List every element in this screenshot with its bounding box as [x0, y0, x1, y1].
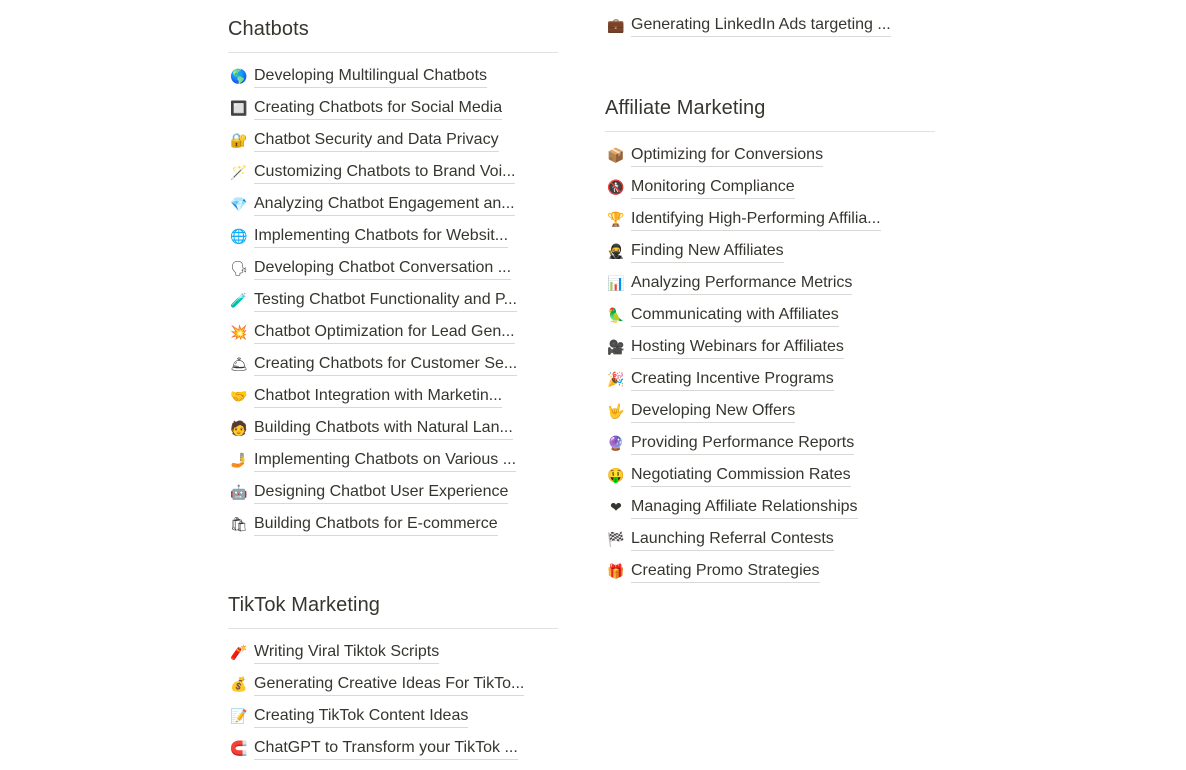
page-link-item[interactable] — [228, 381, 558, 413]
page-link-label[interactable]: Developing Multilingual Chatbots — [254, 66, 487, 88]
section-tiktok-marketing — [228, 590, 558, 765]
page-link-label[interactable]: Creating TikTok Content Ideas — [254, 706, 468, 728]
page-link-label[interactable]: Negotiating Commission Rates — [631, 465, 851, 487]
section-title-affiliate: Affiliate Marketing — [605, 97, 766, 119]
parrot-icon: 🦜 — [607, 308, 625, 324]
page-link-item[interactable] — [605, 492, 935, 524]
love-you-hand-icon: 🤟 — [607, 404, 625, 420]
page-link-label[interactable]: Optimizing for Conversions — [631, 145, 823, 167]
party-popper-icon: 🎉 — [607, 372, 625, 388]
page-link-item[interactable] — [605, 10, 935, 42]
page-link-item[interactable] — [228, 189, 558, 221]
collision-icon: 💥 — [230, 325, 248, 341]
page-link-label[interactable]: Launching Referral Contests — [631, 529, 834, 551]
trophy-icon: 🏆 — [607, 212, 625, 228]
section-title-tiktok: TikTok Marketing — [228, 594, 381, 616]
chatbots-link-list — [228, 61, 558, 541]
speaking-head-icon: 🗣 — [230, 261, 248, 277]
page-link-label[interactable]: Creating Chatbots for Social Media — [254, 98, 502, 120]
section-divider — [228, 52, 558, 53]
page-link-item[interactable] — [228, 413, 558, 445]
package-icon: 📦 — [607, 148, 625, 164]
gift-icon: 🎁 — [607, 564, 625, 580]
page-link-label[interactable]: Building Chatbots for E-commerce — [254, 514, 498, 536]
metrics-icon: 📊 — [607, 276, 625, 292]
page-link-item[interactable] — [605, 428, 935, 460]
page-link-label[interactable]: Analyzing Performance Metrics — [631, 273, 852, 295]
page-link-item[interactable] — [605, 396, 935, 428]
page-link-item[interactable] — [228, 669, 558, 701]
page-link-label[interactable]: Chatbot Security and Data Privacy — [254, 130, 499, 152]
page-link-item[interactable] — [605, 556, 935, 588]
page-link-label[interactable]: Generating Creative Ideas For TikTo... — [254, 674, 524, 696]
page-link-item[interactable] — [228, 125, 558, 157]
shopping-bags-icon: 🛍 — [230, 517, 248, 533]
page-link-label[interactable]: Writing Viral Tiktok Scripts — [254, 642, 439, 664]
page-link-item[interactable] — [605, 524, 935, 556]
page-link-item[interactable] — [228, 317, 558, 349]
page-link-label[interactable]: Generating LinkedIn Ads targeting ... — [631, 15, 891, 37]
page-link-item[interactable] — [228, 477, 558, 509]
test-tube-icon: 🧪 — [230, 293, 248, 309]
section-title-chatbots: Chatbots — [228, 18, 309, 40]
money-mouth-face-icon: 🤑 — [607, 468, 625, 484]
gem-icon: 💎 — [230, 197, 248, 213]
page-link-item[interactable] — [228, 93, 558, 125]
lock-key-icon: 🔐 — [230, 133, 248, 149]
section-chatbots — [228, 14, 558, 541]
money-bag-icon: 💰 — [230, 677, 248, 693]
firecracker-icon: 🧨 — [230, 645, 248, 661]
selfie-phone-icon: 🤳 — [230, 453, 248, 469]
section-divider — [228, 628, 558, 629]
page-link-item[interactable] — [228, 157, 558, 189]
page-link-label[interactable]: Testing Chatbot Functionality and P... — [254, 290, 517, 312]
page-link-item[interactable] — [605, 460, 935, 492]
page-link-label[interactable]: Finding New Affiliates — [631, 241, 784, 263]
page-link-label[interactable]: Monitoring Compliance — [631, 177, 795, 199]
globe-meridians-icon: 🌐 — [230, 229, 248, 245]
movie-camera-icon: 🎥 — [607, 340, 625, 356]
handshake-icon: 🤝 — [230, 389, 248, 405]
page-link-item[interactable] — [605, 332, 935, 364]
section-linkedin-continued — [605, 10, 935, 42]
page-link-item[interactable] — [228, 349, 558, 381]
page-link-label[interactable]: Managing Affiliate Relationships — [631, 497, 858, 519]
page-link-item[interactable] — [228, 253, 558, 285]
ninja-icon: 🥷 — [607, 244, 625, 260]
robot-icon: 🤖 — [230, 485, 248, 501]
page-link-item[interactable] — [605, 300, 935, 332]
section-affiliate-marketing — [605, 93, 935, 588]
page-link-label[interactable]: Creating Incentive Programs — [631, 369, 834, 391]
page-link-label[interactable]: Chatbot Optimization for Lead Gen... — [254, 322, 515, 344]
page-link-label[interactable]: Creating Chatbots for Customer Se... — [254, 354, 517, 376]
page-link-item[interactable] — [228, 445, 558, 477]
page-link-label[interactable]: Hosting Webinars for Affiliates — [631, 337, 844, 359]
tiktok-link-list — [228, 637, 558, 765]
page-link-label[interactable]: Identifying High-Performing Affilia... — [631, 209, 881, 231]
page-link-item[interactable] — [605, 364, 935, 396]
section-divider — [605, 131, 935, 132]
magic-wand-icon: 🪄 — [230, 165, 248, 181]
page-link-label[interactable]: Customizing Chatbots to Brand Voi... — [254, 162, 515, 184]
page-link-item[interactable] — [605, 172, 935, 204]
page-link-item[interactable] — [228, 61, 558, 93]
page-link-item[interactable] — [605, 268, 935, 300]
page-link-label[interactable]: Building Chatbots with Natural Lan... — [254, 418, 513, 440]
page-link-label[interactable]: Providing Performance Reports — [631, 433, 854, 455]
crystal-ball-icon: 🔮 — [607, 436, 625, 452]
magnet-icon: 🧲 — [230, 741, 248, 757]
page-link-item[interactable] — [228, 733, 558, 765]
affiliate-link-list — [605, 140, 935, 588]
page-link-label[interactable]: Creating Promo Strategies — [631, 561, 820, 583]
page-link-item[interactable] — [605, 236, 935, 268]
social-frame-icon: 🔲 — [230, 101, 248, 117]
page-link-item[interactable] — [605, 140, 935, 172]
page-link-label[interactable]: Analyzing Chatbot Engagement an... — [254, 194, 515, 216]
bellhop-bell-icon: 🛎 — [230, 357, 248, 373]
page-link-label[interactable]: Communicating with Affiliates — [631, 305, 839, 327]
page-link-label[interactable]: ChatGPT to Transform your TikTok ... — [254, 738, 518, 760]
checkered-flag-icon: 🏁 — [607, 532, 625, 548]
person-laptop-icon: 🧑 — [230, 421, 248, 437]
page-link-item[interactable] — [228, 637, 558, 669]
page-link-item[interactable] — [228, 221, 558, 253]
page-link-label[interactable]: Chatbot Integration with Marketin... — [254, 386, 502, 408]
no-pedestrians-icon: 🚷 — [607, 180, 625, 196]
page-link-label[interactable]: Developing New Offers — [631, 401, 795, 423]
globe-icon: 🌎 — [230, 69, 248, 85]
linkedin-link-list — [605, 10, 935, 42]
briefcase-icon: 💼 — [607, 18, 625, 34]
page-link-label[interactable]: Designing Chatbot User Experience — [254, 482, 508, 504]
page-link-item[interactable] — [228, 285, 558, 317]
memo-icon: 📝 — [230, 709, 248, 725]
page-link-item[interactable] — [605, 204, 935, 236]
page-link-label[interactable]: Implementing Chatbots on Various ... — [254, 450, 516, 472]
page-link-item[interactable] — [228, 509, 558, 541]
page-link-item[interactable] — [228, 701, 558, 733]
red-heart-icon: ❤ — [610, 500, 622, 516]
page-link-label[interactable]: Developing Chatbot Conversation ... — [254, 258, 511, 280]
page-link-label[interactable]: Implementing Chatbots for Websit... — [254, 226, 508, 248]
